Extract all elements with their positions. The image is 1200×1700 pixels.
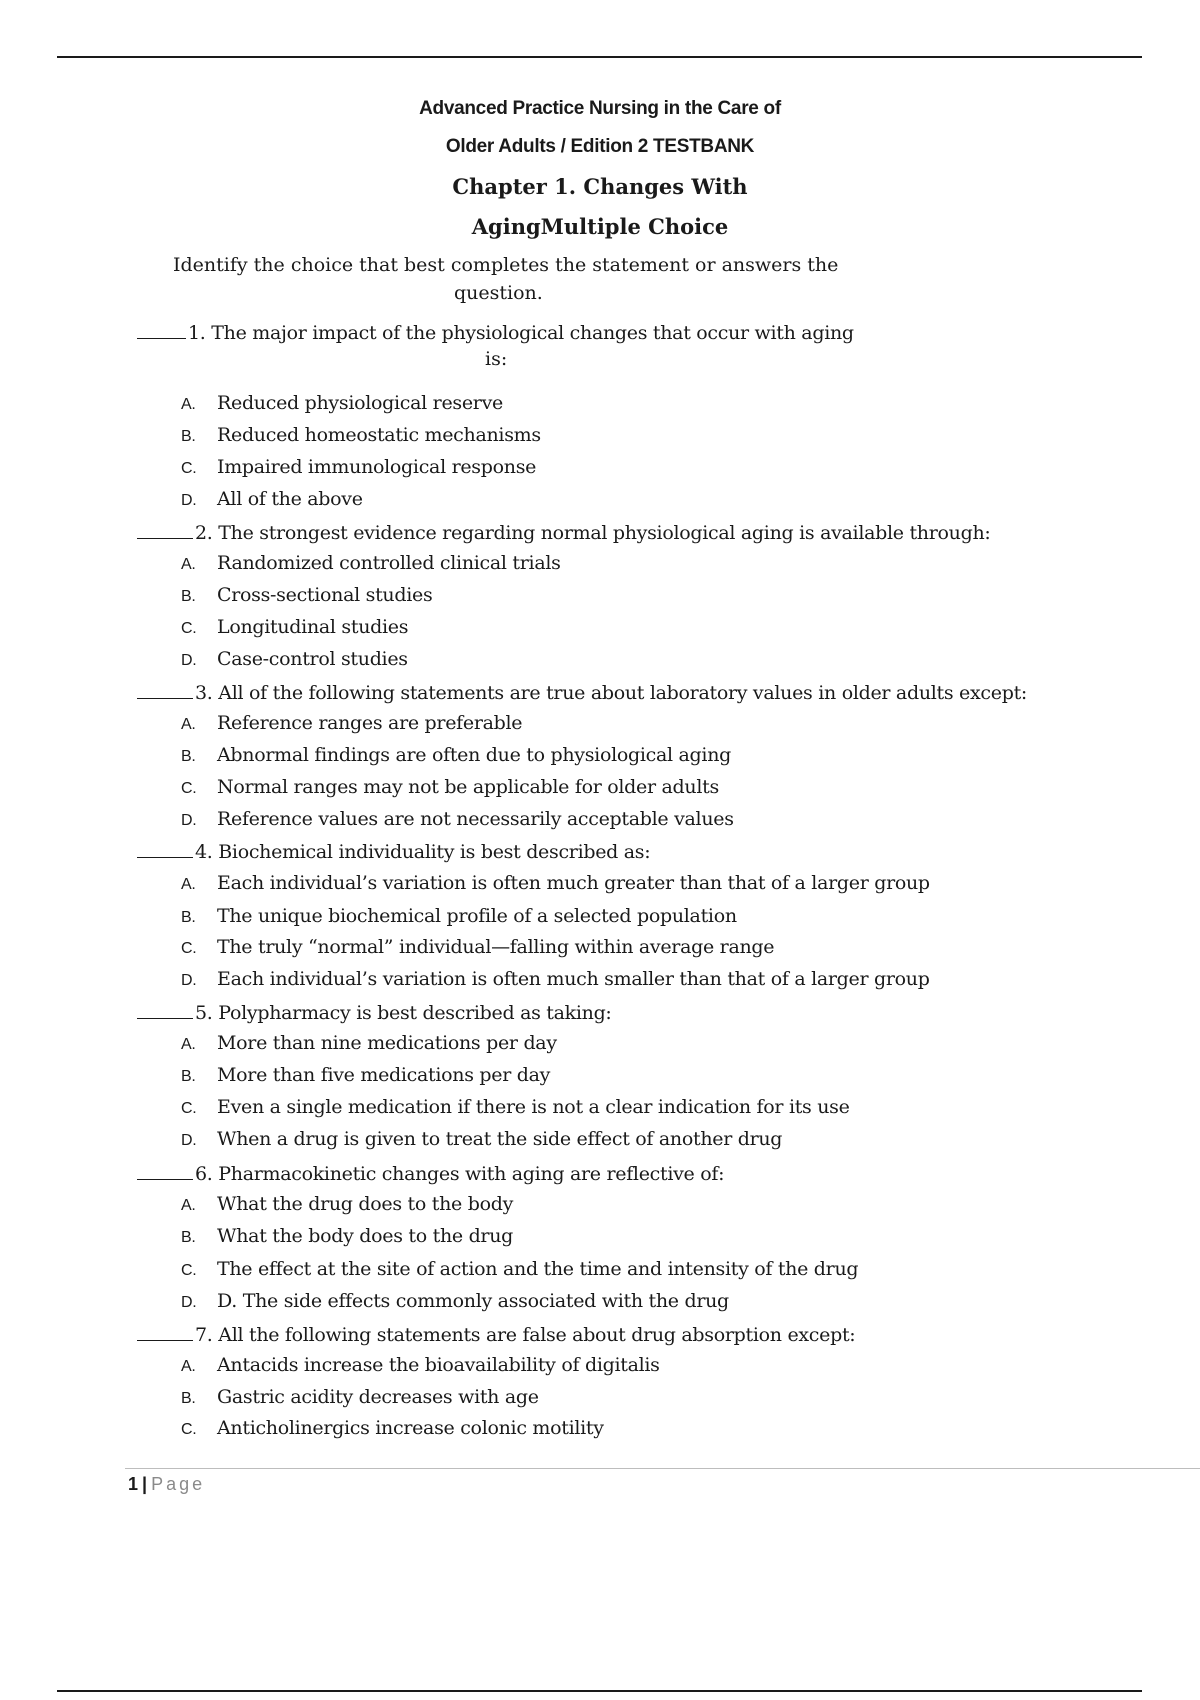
answer-blank[interactable] [137,1322,193,1341]
question-4-option-c: C. The truly “normal” individual—falling within average range [181,936,775,958]
question-1-option-a: A. Reduced physiological reserve [181,392,503,414]
question-1-option-d: D. All of the above [181,488,363,510]
footer-rule [125,1468,1200,1469]
answer-blank[interactable] [137,839,193,858]
answer-blank[interactable] [137,1161,193,1180]
question-3-option-c: C. Normal ranges may not be applicable for older adults [181,776,719,798]
answer-blank[interactable] [137,680,193,699]
question-1-option-b: B. Reduced homeostatic mechanisms [181,424,541,446]
question-text: 5. Polypharmacy is best described as taking: [195,1002,612,1024]
question-4-option-a: A. Each individual’s variation is often much greater than that of a larger group [181,872,930,894]
question-2-option-b: B. Cross-sectional studies [181,584,433,606]
question-text: 1. The major impact of the physiological changes that occur with aging [188,322,854,344]
instructions-line-2: question. [454,282,543,304]
question-5-option-d: D. When a drug is given to treat the side effect of another drug [181,1128,783,1150]
question-text: 2. The strongest evidence regarding normal physiological aging is available through: [195,522,991,544]
question-1 [137,320,854,344]
question-2-option-c: C. Longitudinal studies [181,616,409,638]
question-text: 7. All the following statements are false about drug absorption except: [195,1324,856,1346]
question-3-option-d: D. Reference values are not necessarily acceptable values [181,808,734,830]
chapter-title-line-2: AgingMultiple Choice [471,214,729,239]
question-2-option-d: D. Case-control studies [181,648,408,670]
question-5 [137,1000,612,1024]
page-footer [128,1474,205,1495]
page-label: Page [151,1474,206,1494]
question-7 [137,1322,855,1346]
question-6-option-a: A. What the drug does to the body [181,1193,514,1215]
question-text: 4. Biochemical individuality is best described as: [195,841,651,863]
question-7-option-a: A. Antacids increase the bioavailability of digitalis [181,1354,660,1376]
question-5-option-a: A. More than nine medications per day [181,1032,557,1054]
question-4 [137,839,650,863]
question-2 [137,520,991,544]
question-1-option-c: C. Impaired immunological response [181,456,537,478]
book-title-line-2: Older Adults / Edition 2 TESTBANK [445,136,755,157]
question-5-option-c: C. Even a single medication if there is not a clear indication for its use [181,1096,850,1118]
page-number: 1 [128,1474,139,1494]
instructions-line-1: Identify the choice that best completes the statement or answers the [173,254,839,276]
answer-blank[interactable] [137,1000,193,1019]
question-3 [137,680,1027,704]
question-1-continuation: is: [485,348,508,370]
page-separator: | [142,1474,148,1494]
question-6-option-b: B. What the body does to the drug [181,1225,514,1247]
bottom-rule [57,1690,1142,1692]
question-text: 3. All of the following statements are true about laboratory values in older adults except: [195,682,1028,704]
question-6-option-d: D. D. The side effects commonly associated with the drug [181,1290,729,1312]
question-5-option-b: B. More than five medications per day [181,1064,551,1086]
question-6 [137,1161,724,1185]
question-4-option-b: B. The unique biochemical profile of a selected population [181,905,737,927]
answer-blank[interactable] [137,320,186,339]
answer-blank[interactable] [137,520,193,539]
chapter-title-line-1: Chapter 1. Changes With [452,174,748,199]
question-7-option-b: B. Gastric acidity decreases with age [181,1386,539,1408]
question-6-option-c: C. The effect at the site of action and the time and intensity of the drug [181,1258,859,1280]
question-4-option-d: D. Each individual’s variation is often much smaller than that of a larger group [181,968,930,990]
question-text: 6. Pharmacokinetic changes with aging are reflective of: [195,1163,725,1185]
top-rule [57,56,1142,58]
question-2-option-a: A. Randomized controlled clinical trials [181,552,561,574]
book-title-line-1: Advanced Practice Nursing in the Care of [419,98,781,119]
question-3-option-a: A. Reference ranges are preferable [181,712,523,734]
question-3-option-b: B. Abnormal findings are often due to physiological aging [181,744,732,766]
question-7-option-c: C. Anticholinergics increase colonic motility [181,1417,604,1439]
